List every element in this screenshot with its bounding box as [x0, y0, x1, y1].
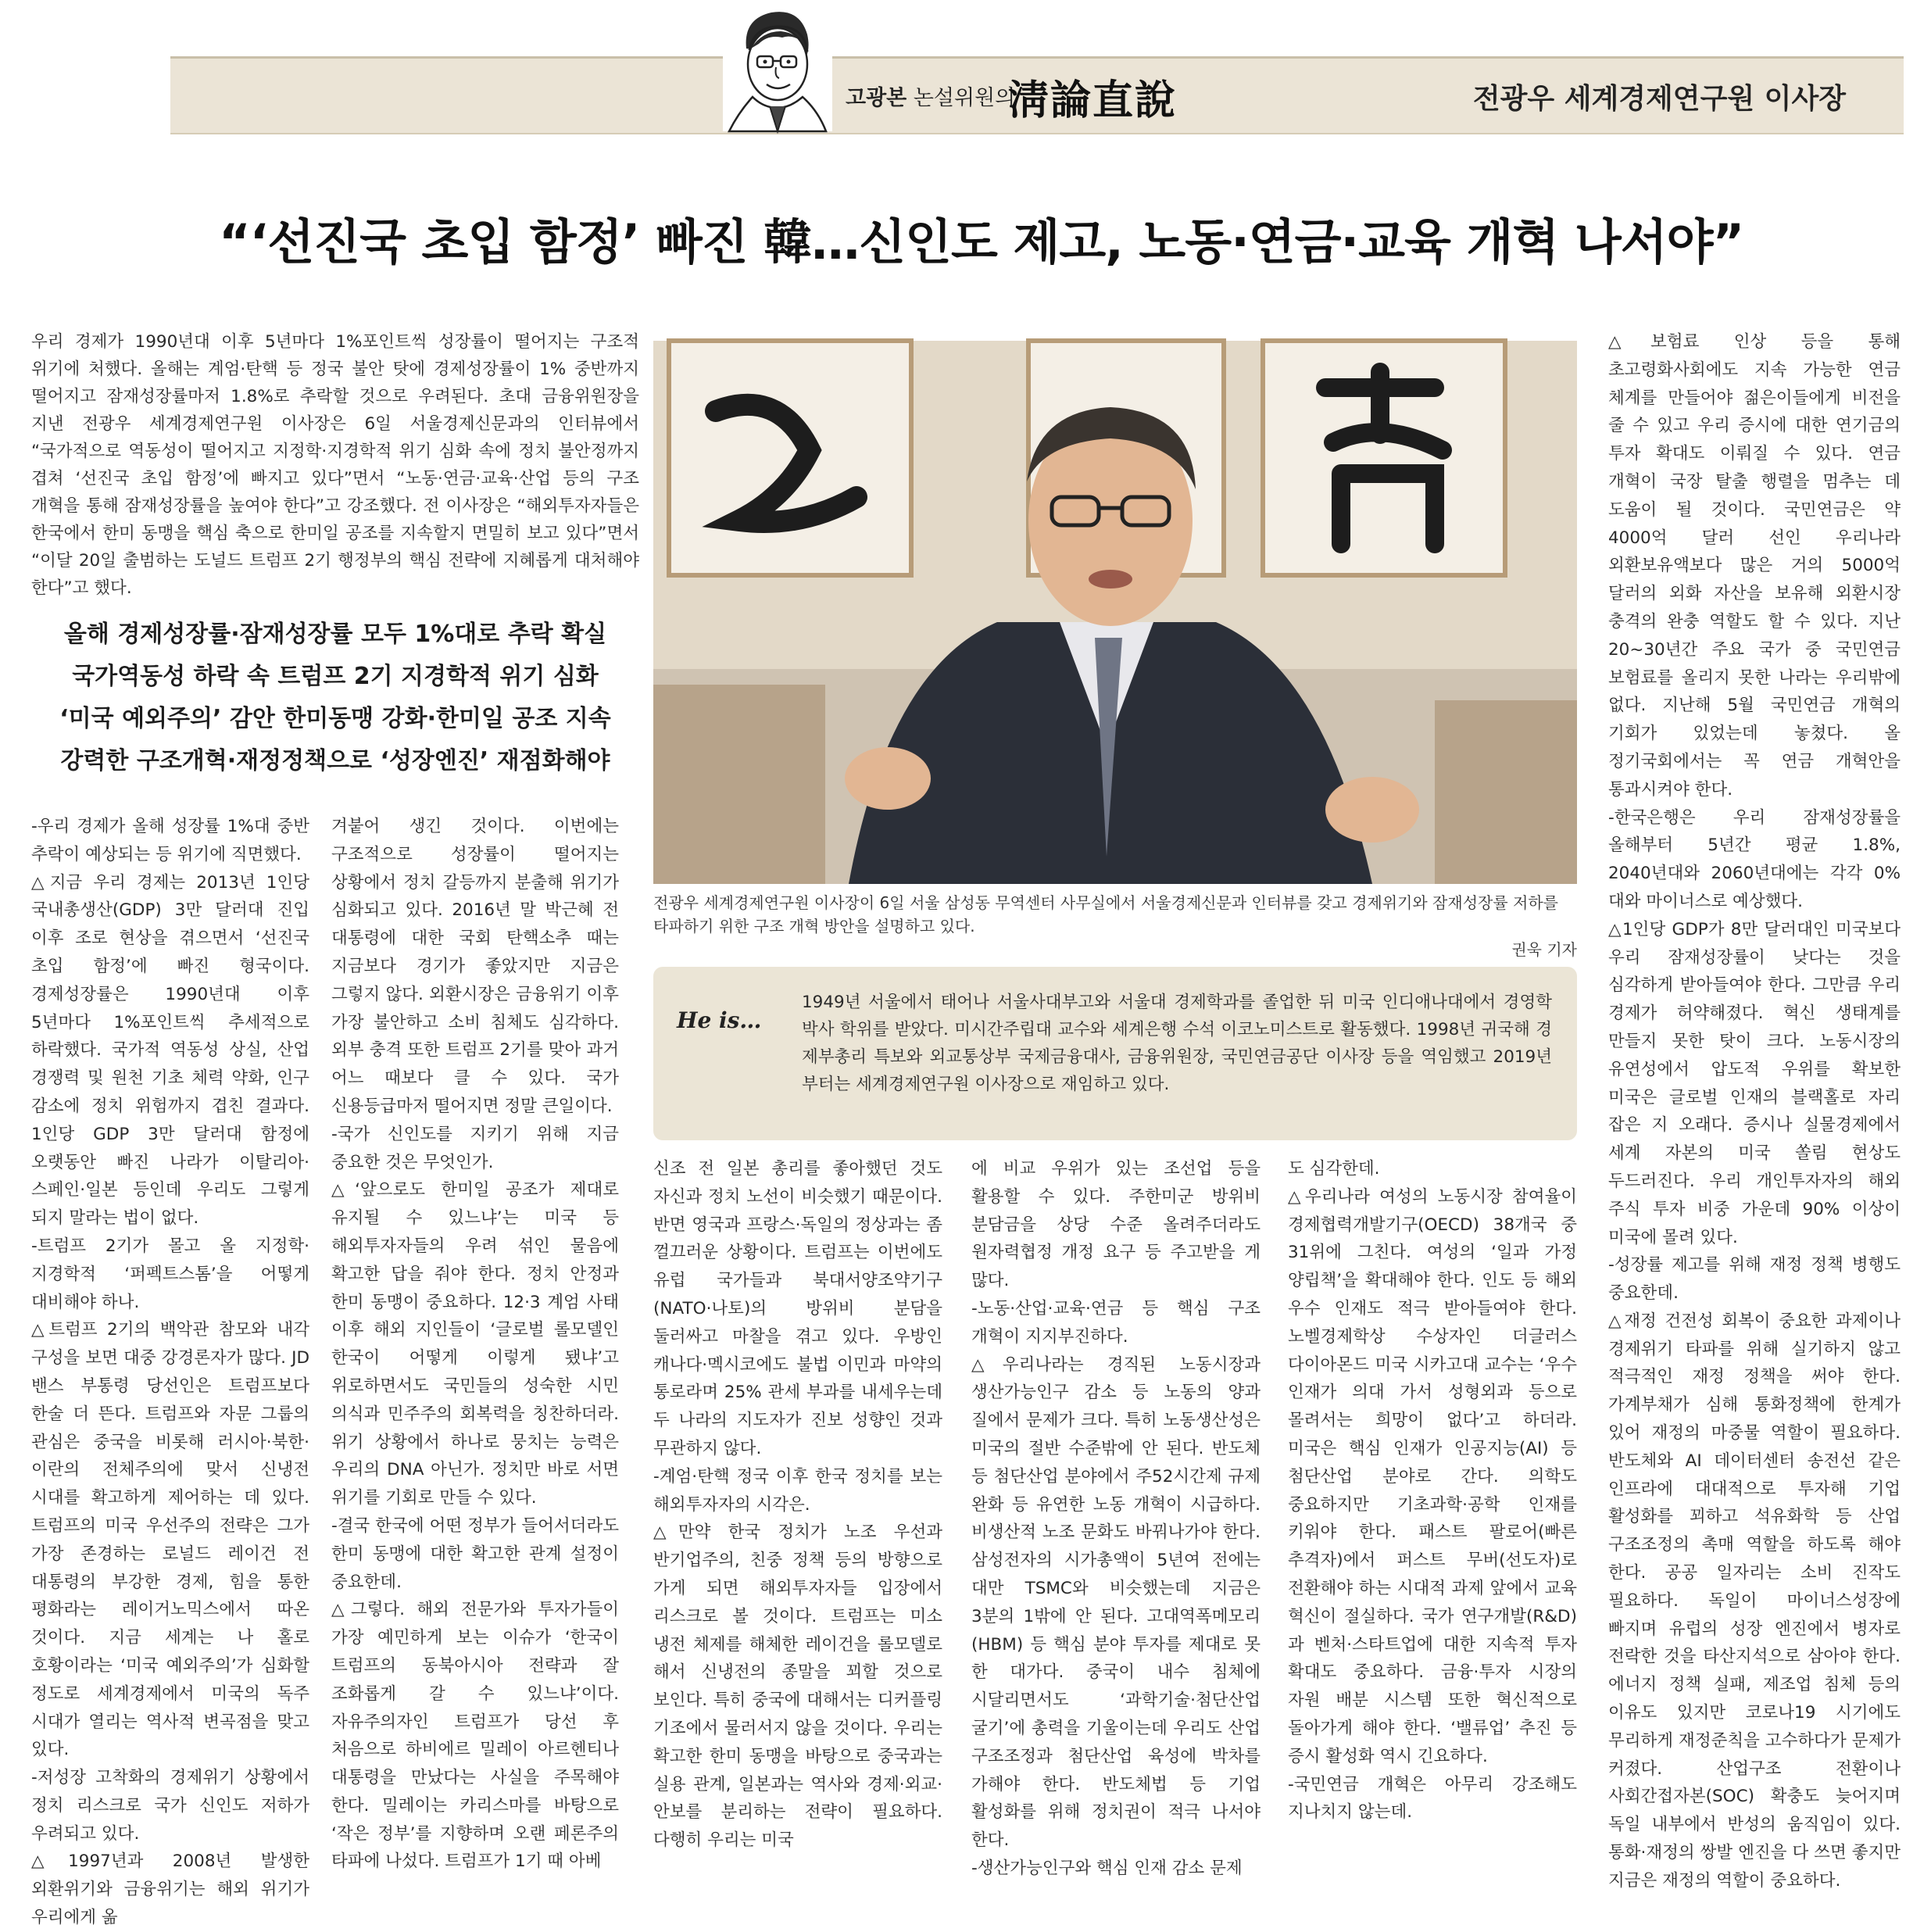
columnist-byline — [846, 80, 1015, 111]
paragraph: △만약 한국 정치가 노조 우선과 반기업주의, 친중 정책 등의 방향으로 가게 되면 해외투자자들 입장에서 리스크로 볼 것이다. 트럼프는 미소 냉전 체제를 해체한 레이건을 롤모델로 해서 신냉전의 종말을 꾀할 것으로 보인다. 특히 중국에 대해서는 디커플링 기조에서 물러서지 않을 것이다. 우리는 확고한 한미 동맹을 바탕으로 중국과는 실용 관계, 일본과는 역사와 경제·외교·안보를 분리하는 전략이 필요하다. 다행히 우리는 미국 — [653, 1522, 942, 1851]
paragraph: 도 심각한데. — [1288, 1159, 1380, 1179]
paragraph: -계엄·탄핵 정국 이후 한국 정치를 보는 해외투자자의 시각은. — [653, 1466, 942, 1515]
paragraph: △그렇다. 해외 전문가와 투자가들이 가장 예민하게 보는 이슈가 ‘한국이 트럼프의 동북아시아 전략과 잘 조화롭게 갈 수 있느냐’이다. 자유주의자인 트럼프가 당선 후 처음으로 하비에르 밀레이 아르헨티나 대통령을 만났다는 사실을 주목해야 한다. 밀레이는 카리스마를 바탕으로 ‘작은 정부’를 지향하며 오랜 페론주의 타파에 나섰다. 트럼프가 1기 때 아베 — [331, 1600, 619, 1872]
profile-box — [653, 967, 1577, 1140]
lead-paragraph — [31, 328, 639, 598]
body-column-3 — [653, 1155, 942, 1851]
paragraph: -생산가능인구와 핵심 인재 감소 문제 — [971, 1858, 1243, 1878]
columnist-role: 논설위원의 — [913, 86, 1016, 110]
subhead-1: 올해 경제성장률·잠재성장률 모두 1%대로 추락 확실 — [63, 621, 607, 648]
subhead-3: ‘미국 예외주의’ 감안 한미동맹 강화·한미일 공조 지속 — [59, 705, 611, 732]
photo-credit: 권욱 기자 — [1511, 940, 1577, 959]
paragraph: -성장률 제고를 위해 재정 정책 병행도 중요한데. — [1608, 1255, 1901, 1304]
paragraph: △보험료 인상 등을 통해 초고령화사회에도 지속 가능한 연금 체계를 만들어야 젊은이들에게 비전을 줄 수 있고 우리 증시에 대한 연기금의 투자 확대도 이뤄질 수 있다. 연금 개혁이 국장 탈출 행렬을 멈추는 데 도움이 될 것이다. 국민연금은 약 4000억 달러 선인 우리나라 외환보유액보다 많은 거의 5000억 달러의 외화 자산을 보유해 외환시장 충격의 완충 역할도 할 수 있다. 지난 20~30년간 주요 국가 중 국민연금 보험료를 올리지 못한 나라는 우리밖에 없다. 지난해 5월 국민연금 개혁의 기회가 있었는데 놓쳤다. 올 정기국회에서는 꼭 연금 개혁안을 통과시켜야 한다. — [1608, 332, 1901, 800]
paragraph: -우리 경제가 올해 성장률 1%대 중반 추락이 예상되는 등 위기에 직면했다. — [31, 817, 309, 864]
paragraph: 신조 전 일본 총리를 좋아했던 것도 자신과 정치 노선이 비슷했기 때문이다. 반면 영국과 프랑스·독일의 정상과는 좀 껄끄러운 상황이다. 트럼프는 이번에도 유럽 국가들과 북대서양조약기구(NATO·나토)의 방위비 분담을 둘러싸고 마찰을 겪고 있다. 우방인 캐나다·멕시코에도 불법 이민과 마약의 통로라며 25% 관세 부과를 내세우는데 두 나라의 지도자가 진보 성향인 것과 무관하지 않다. — [653, 1159, 942, 1458]
body-column-6 — [1608, 328, 1901, 1891]
paragraph: △우리나라 여성의 노동시장 참여율이 경제협력개발기구(OECD) 38개국 중 31위에 그친다. 여성의 ‘일과 가정 양립책’을 확대해야 한다. 인도 등 해외 우수 인재도 적극 받아들여야 한다. 노벨경제학상 수상자인 더글러스 다이아몬드 미국 시카고대 교수는 ‘우수 인재가 의대 가서 성형외과 등으로 몰려서는 희망이 없다’고 하더라. 미국은 핵심 인재가 인공지능(AI) 등 첨단산업 분야로 간다. 의학도 중요하지만 기초과학·공학 인재를 키워야 한다. 패스트 팔로어(빠른 추격자)에서 퍼스트 무버(선도자)로 전환해야 하는 시대적 과제 앞에서 교육 혁신이 절실하다. 국가 연구개발(R&D)과 벤처·스타트업에 대한 지속적 투자 확대도 중요하다. 금융·투자 시장의 자원 배분 시스템 또한 혁신적으로 돌아가게 해야 한다. ‘밸류업’ 추진 등 증시 활성화 역시 긴요하다. — [1288, 1186, 1577, 1766]
paragraph: △‘앞으로도 한미일 공조가 제대로 유지될 수 있느냐’는 미국 등 해외투자자들의 우려 섞인 물음에 확고한 답을 줘야 한다. 정치 안정과 한미 동맹이 중요하다. 12·3 계엄 사태 이후 해외 지인들이 ‘글로벌 롤모델인 한국이 어떻게 이렇게 됐냐’고 위로하면서도 국민들의 성숙한 시민 의식과 민주주의 회복력을 칭찬하더라. 위기 상황에서 하나로 뭉치는 능력은 우리의 DNA 아닌가. 정치만 바로 서면 위기를 기회로 만들 수 있다. — [331, 1180, 619, 1508]
column-title: 淸論直說 — [1008, 77, 1178, 124]
interview-photo — [653, 341, 1577, 884]
paragraph: 에 비교 우위가 있는 조선업 등을 활용할 수 있다. 주한미군 방위비 분담금을 상당 수준 올려주더라도 원자력협정 개정 요구 등 주고받을 게 많다. — [971, 1159, 1261, 1291]
paragraph: -국가 신인도를 지키기 위해 지금 중요한 것은 무엇인가. — [331, 1124, 619, 1172]
body-column-5 — [1288, 1155, 1577, 1823]
paragraph: -트럼프 2기가 몰고 올 지정학·지경학적 ‘퍼펙트스톰’을 어떻게 대비해야 하나. — [31, 1236, 309, 1312]
paragraph: -저성장 고착화의 경제위기 상황에서 정치 리스크로 국가 신인도 저하가 우려되고 있다. — [31, 1768, 309, 1844]
lead-text: 우리 경제가 1990년대 이후 5년마다 1%포인트씩 성장률이 떨어지는 구조적 위기에 처했다. 올해는 계엄·탄핵 등 정국 불안 탓에 경제성장률이 1% 중반까지 떨어지고 잠재성장률마저 1.8%로 추락할 것으로 우려된다. 초대 금융위원장을 지낸 전광우 세계경제연구원 이사장은 6일 서울경제신문과의 인터뷰에서 “국가적으로 역동성이 떨어지고 지정학·지경학적 위기 심화 속에 정치 불안정까지 겹쳐 ‘선진국 초입 함정’에 빠지고 있다”면서 “노동·연금·교육·산업 등의 구조 개혁을 통해 잠재성장률을 높여야 한다”고 강조했다. 전 이사장은 “해외투자자들은 한국에서 한미 동맹을 핵심 축으로 한미일 공조를 지속할지 면밀히 보고 있다”면서 “이달 20일 출범하는 도널드 트럼프 2기 행정부의 핵심 전략에 지혜롭게 대처해야 한다”고 했다. — [31, 332, 639, 598]
paragraph: △재정 건전성 회복이 중요한 과제이나 경제위기 타파를 위해 실기하지 않고 적극적인 재정 정책을 써야 한다. 가계부채가 심해 통화정책에 한계가 있어 재정의 마중물 역할이 필요하다. 반도체와 AI 데이터센터 송전선 같은 인프라에 대대적으로 투자해 기업 활성화를 꾀하고 석유화학 등 산업 구조조정의 촉매 역할을 하도록 해야 한다. 공공 일자리는 소비 진작도 필요하다. 독일이 마이너스성장에 빠지며 유럽의 성장 엔진에서 병자로 전락한 것을 타산지석으로 삼아야 한다. 에너지 정책 실패, 제조업 침체 등의 이유도 있지만 코로나19 시기에도 무리하게 재정준칙을 고수하다가 문제가 커졌다. 산업구조 전환이나 사회간접자본(SOC) 확충도 늦어지며 독일 내부에서 반성의 움직임이 있다. 통화·재정의 쌍발 엔진을 다 쓰면 좋지만 지금은 재정의 역할이 중요하다. — [1608, 1311, 1901, 1891]
columnist-name: 고광본 — [846, 86, 907, 110]
paragraph: 겨붙어 생긴 것이다. 이번에는 구조적으로 성장률이 떨어지는 상황에서 정치 갈등까지 분출해 위기가 심화되고 있다. 2016년 말 박근혜 전 대통령에 대한 국회 탄핵소추 때는 지금보다 경기가 좋았지만 지금은 그렇지 않다. 외환시장은 금융위기 이후 가장 불안하고 소비 침체도 심각하다. 외부 충격 또한 트럼프 2기를 맞아 과거 어느 때보다 클 수 있다. 국가 신용등급마저 떨어지면 정말 큰일이다. — [331, 817, 619, 1116]
photo-caption-text: 전광우 세계경제연구원 이사장이 6일 서울 삼성동 무역센터 사무실에서 서울경제신문과 인터뷰를 갖고 경제위기와 잠재성장률 저하를 타파하기 위한 구조 개혁 방안을 설명하고 있다. — [653, 893, 1558, 936]
paragraph: △지금 우리 경제는 2013년 1인당 국내총생산(GDP) 3만 달러대 진입 이후 조로 현상을 겪으면서 ‘선진국 초입 함정’에 빠진 형국이다. 경제성장률은 1990년대 이후 5년마다 1%포인트씩 추세적으로 하락했다. 국가적 역동성 상실, 산업 경쟁력 및 원천 기초 체력 약화, 인구 감소에 정치 위험까지 겹친 결과다. 1인당 GDP 3만 달러대 함정에 오랫동안 빠진 나라가 이탈리아·스페인·일본 등인데 우리도 그렇게 되지 말라는 법이 없다. — [31, 872, 309, 1229]
interviewee-name: 전광우 세계경제연구원 이사장 — [1472, 83, 1846, 115]
paragraph: △1997년과 2008년 발생한 외환위기와 금융위기는 해외 위기가 우리에게 옮 — [31, 1852, 309, 1928]
body-column-2 — [331, 813, 619, 1872]
subhead-block — [31, 614, 639, 782]
photo-caption — [653, 891, 1577, 961]
paragraph: -노동·산업·교육·연금 등 핵심 구조 개혁이 지지부진하다. — [971, 1298, 1261, 1347]
body-column-4 — [971, 1155, 1261, 1878]
paragraph: -한국은행은 우리 잠재성장률을 올해부터 5년간 평균 1.8%, 2040년대와 2060년대에는 각각 0%대와 마이너스로 예상했다. — [1608, 807, 1901, 911]
columnist-caricature — [723, 3, 832, 131]
profile-text: 1949년 서울에서 태어나 서울사대부고와 서울대 경제학과를 졸업한 뒤 미국 인디애나대에서 경영학 박사 학위를 받았다. 미시간주립대 교수와 세계은행 수석 이코노미스트로 활동했다. 1998년 귀국해 경제부총리 특보와 외교통상부 국제금융대사, 금융위원장, 국민연금공단 이사장 등을 역임했고 2019년부터는 세계경제연구원 이사장으로 재임하고 있다. — [802, 993, 1552, 1094]
paragraph: -결국 한국에 어떤 정부가 들어서더라도 한미 동맹에 대한 확고한 관계 설정이 중요한데. — [331, 1515, 619, 1592]
headline: “‘선진국 초입 함정’ 빠진 韓…신인도 제고, 노동·연금·교육 개혁 나서야” — [219, 213, 1744, 270]
subhead-2: 국가역동성 하락 속 트럼프 2기 지경학적 위기 심화 — [72, 663, 599, 690]
subhead-4: 강력한 구조개혁·재정정책으로 ‘성장엔진’ 재점화해야 — [60, 747, 610, 775]
profile-label: He is… — [677, 1007, 762, 1033]
paragraph: △우리나라는 경직된 노동시장과 생산가능인구 감소 등 노동의 양과 질에서 문제가 크다. 특히 노동생산성은 미국의 절반 수준밖에 안 된다. 반도체 등 첨단산업 분야에서 주52시간제 규제 완화 등 유연한 노동 개혁이 시급하다. 비생산적 노조 문화도 바꿔나가야 한다. 삼성전자의 시가총액이 5년여 전에는 대만 TSMC와 비슷했는데 지금은 3분의 1밖에 안 된다. 고대역폭메모리(HBM) 등 핵심 분야 투자를 제대로 못 한 대가다. 중국이 내수 침체에 시달리면서도 ‘과학기술·첨단산업 굴기’에 총력을 기울이는데 우리도 산업 구조조정과 첨단산업 육성에 박차를 가해야 한다. 반도체법 등 기업 활성화를 위해 정치권이 적극 나서야 한다. — [971, 1354, 1261, 1851]
body-column-1 — [31, 813, 309, 1928]
paragraph: △1인당 GDP가 8만 달러대인 미국보다 우리 잠재성장률이 낮다는 것을 심각하게 받아들여야 한다. 그만큼 우리 경제가 허약해졌다. 혁신 생태계를 만들지 못한 탓이 크다. 노동시장의 유연성에서 압도적 우위를 확보한 미국은 글로벌 인재의 블랙홀로 자리 잡은 지 오래다. 증시나 실물경제에서 세계 자본의 미국 쏠림 현상도 두드러진다. 우리 개인투자자의 해외 주식 투자 비중 가운데 90% 이상이 미국에 몰려 있다. — [1608, 919, 1901, 1247]
paragraph: -국민연금 개혁은 아무리 강조해도 지나치지 않는데. — [1288, 1774, 1577, 1823]
paragraph: △트럼프 2기의 백악관 참모와 내각 구성을 보면 대중 강경론자가 많다. JD 밴스 부통령 당선인은 트럼프보다 한술 더 뜬다. 트럼프와 자문 그룹의 관심은 중국을 비롯해 러시아·북한·이란의 전체주의에 맞서 신냉전 시대를 확고하게 제어하는 데 있다. 트럼프의 미국 우선주의 전략은 그가 가장 존경하는 로널드 레이건 전 대통령의 부강한 경제, 힘을 통한 평화라는 레이거노믹스에서 따온 것이다. 지금 세계는 나 홀로 호황이라는 ‘미국 예외주의’가 심화할 정도로 세계경제에서 미국의 독주 시대가 열리는 역사적 변곡점을 맞고 있다. — [31, 1320, 309, 1760]
